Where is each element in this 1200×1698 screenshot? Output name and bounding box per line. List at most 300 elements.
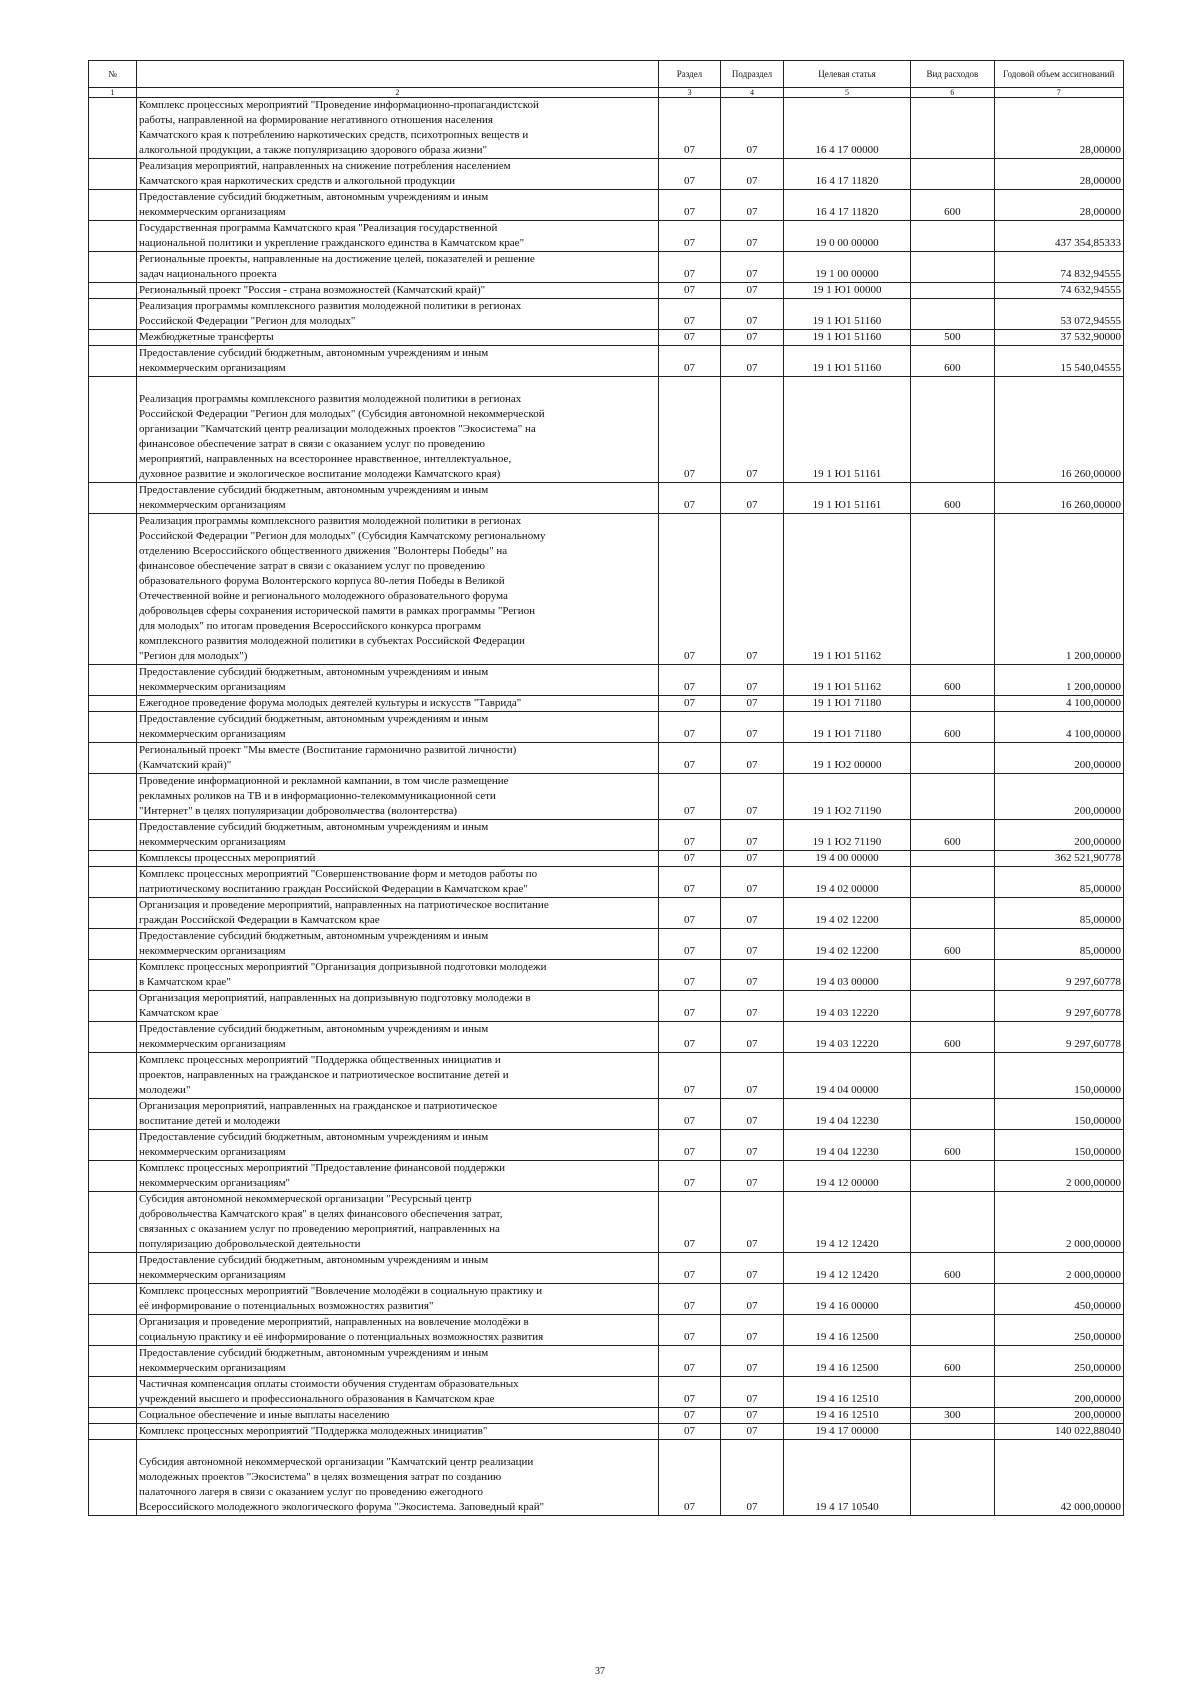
cell-num bbox=[89, 696, 137, 712]
cell-kind bbox=[911, 221, 994, 252]
cell-section: 07 bbox=[658, 1377, 721, 1408]
cell-name: Предоставление субсидий бюджетным, автономным учреждениям и иным некоммерческим организациям bbox=[136, 929, 658, 960]
cell-name: Межбюджетные трансферты bbox=[136, 330, 658, 346]
cell-kind bbox=[911, 283, 994, 299]
cell-num bbox=[89, 1053, 137, 1099]
cell-section: 07 bbox=[658, 1022, 721, 1053]
cell-amount: 16 260,00000 bbox=[994, 483, 1123, 514]
cell-num bbox=[89, 929, 137, 960]
cell-article: 19 4 03 12220 bbox=[783, 1022, 910, 1053]
cell-article: 19 1 Ю1 51160 bbox=[783, 330, 910, 346]
cell-subsection: 07 bbox=[721, 1022, 784, 1053]
cell-section: 07 bbox=[658, 851, 721, 867]
table-header-row bbox=[89, 61, 1124, 88]
cell-kind: 600 bbox=[911, 929, 994, 960]
cell-kind bbox=[911, 696, 994, 712]
cell-section: 07 bbox=[658, 330, 721, 346]
cell-article: 19 4 04 12230 bbox=[783, 1130, 910, 1161]
cell-article: 16 4 17 11820 bbox=[783, 190, 910, 221]
cell-amount: 28,00000 bbox=[994, 190, 1123, 221]
cell-kind bbox=[911, 851, 994, 867]
cell-kind bbox=[911, 1161, 994, 1192]
cell-subsection: 07 bbox=[721, 1315, 784, 1346]
cell-amount: 28,00000 bbox=[994, 98, 1123, 159]
cell-subsection: 07 bbox=[721, 665, 784, 696]
cell-section: 07 bbox=[658, 483, 721, 514]
cell-section: 07 bbox=[658, 1253, 721, 1284]
index-cell: 1 bbox=[89, 88, 137, 98]
cell-article: 16 4 17 00000 bbox=[783, 98, 910, 159]
cell-article: 19 1 Ю1 51160 bbox=[783, 346, 910, 377]
cell-subsection: 07 bbox=[721, 283, 784, 299]
table-row bbox=[89, 483, 1124, 514]
column-index-row bbox=[89, 88, 1124, 98]
cell-section: 07 bbox=[658, 1315, 721, 1346]
cell-subsection: 07 bbox=[721, 1053, 784, 1099]
cell-article: 19 4 16 12510 bbox=[783, 1377, 910, 1408]
table-row bbox=[89, 1161, 1124, 1192]
cell-article: 19 4 16 00000 bbox=[783, 1284, 910, 1315]
cell-section: 07 bbox=[658, 1346, 721, 1377]
cell-name: Региональный проект "Мы вместе (Воспитание гармонично развитой личности) (Камчатский край)" bbox=[136, 743, 658, 774]
cell-amount: 200,00000 bbox=[994, 774, 1123, 820]
cell-amount: 150,00000 bbox=[994, 1130, 1123, 1161]
cell-amount: 150,00000 bbox=[994, 1099, 1123, 1130]
cell-article: 19 4 03 12220 bbox=[783, 991, 910, 1022]
cell-subsection: 07 bbox=[721, 1192, 784, 1253]
cell-num bbox=[89, 98, 137, 159]
cell-amount: 53 072,94555 bbox=[994, 299, 1123, 330]
cell-article: 19 1 Ю1 71180 bbox=[783, 712, 910, 743]
cell-kind bbox=[911, 1315, 994, 1346]
cell-name: Региональные проекты, направленные на достижение целей, показателей и решение задач национального проекта bbox=[136, 252, 658, 283]
cell-section: 07 bbox=[658, 252, 721, 283]
cell-num bbox=[89, 514, 137, 665]
header-name bbox=[136, 61, 658, 88]
cell-num bbox=[89, 1315, 137, 1346]
cell-name: Реализация программы комплексного развития молодежной политики в регионах Российской Федерации "Регион для молодых" (Субсидия автономной некоммерческой организации "Камчатский центр реализации молодежных проектов "Экосистема" на финансовое обеспечение затрат в связи с оказанием услуг по проведению мероприятий, направленных на всестороннее нравственное, интеллектуальное, духовное развитие и экологическое воспитание молодежи Камчатского края) bbox=[136, 377, 658, 483]
cell-kind bbox=[911, 898, 994, 929]
cell-amount: 437 354,85333 bbox=[994, 221, 1123, 252]
cell-subsection: 07 bbox=[721, 929, 784, 960]
cell-section: 07 bbox=[658, 283, 721, 299]
cell-name: Частичная компенсация оплаты стоимости обучения студентам образовательных учреждений высшего и профессионального образования в Камчатском крае bbox=[136, 1377, 658, 1408]
cell-subsection: 07 bbox=[721, 190, 784, 221]
cell-section: 07 bbox=[658, 820, 721, 851]
cell-subsection: 07 bbox=[721, 1440, 784, 1516]
cell-article: 19 4 17 10540 bbox=[783, 1440, 910, 1516]
cell-section: 07 bbox=[658, 1161, 721, 1192]
cell-name: Реализация мероприятий, направленных на снижение потребления населением Камчатского края наркотических средств и алкогольной продукции bbox=[136, 159, 658, 190]
cell-section: 07 bbox=[658, 514, 721, 665]
header-amount: Годовой объем ассигнований bbox=[994, 61, 1123, 88]
cell-num bbox=[89, 1377, 137, 1408]
cell-article: 19 4 04 00000 bbox=[783, 1053, 910, 1099]
cell-kind: 600 bbox=[911, 665, 994, 696]
cell-amount: 74 832,94555 bbox=[994, 252, 1123, 283]
cell-section: 07 bbox=[658, 1053, 721, 1099]
cell-section: 07 bbox=[658, 190, 721, 221]
cell-num bbox=[89, 820, 137, 851]
cell-amount: 1 200,00000 bbox=[994, 665, 1123, 696]
index-cell: 4 bbox=[721, 88, 784, 98]
cell-section: 07 bbox=[658, 712, 721, 743]
cell-amount: 15 540,04555 bbox=[994, 346, 1123, 377]
cell-name: Организация мероприятий, направленных на допризывную подготовку молодежи в Камчатском крае bbox=[136, 991, 658, 1022]
cell-num bbox=[89, 377, 137, 483]
cell-section: 07 bbox=[658, 98, 721, 159]
table-row bbox=[89, 1315, 1124, 1346]
cell-subsection: 07 bbox=[721, 696, 784, 712]
cell-article: 19 4 12 12420 bbox=[783, 1253, 910, 1284]
cell-kind: 600 bbox=[911, 820, 994, 851]
cell-section: 07 bbox=[658, 743, 721, 774]
cell-amount: 85,00000 bbox=[994, 867, 1123, 898]
table-row bbox=[89, 1377, 1124, 1408]
cell-kind: 600 bbox=[911, 712, 994, 743]
cell-name: Организация и проведение мероприятий, направленных на вовлечение молодёжи в социальную практику и её информирование о потенциальных возможностях развития bbox=[136, 1315, 658, 1346]
cell-amount: 9 297,60778 bbox=[994, 1022, 1123, 1053]
table-body bbox=[89, 98, 1124, 1516]
table-row bbox=[89, 1424, 1124, 1440]
cell-subsection: 07 bbox=[721, 1253, 784, 1284]
table-row bbox=[89, 190, 1124, 221]
cell-name: Комплекс процессных мероприятий "Проведение информационно-пропагандистской работы, направленной на формирование негативного отношения населения Камчатского края к потреблению наркотических средств, психотропных веществ и алкогольной продукции, а также популяризацию здорового образа жизни" bbox=[136, 98, 658, 159]
cell-num bbox=[89, 299, 137, 330]
cell-section: 07 bbox=[658, 991, 721, 1022]
cell-subsection: 07 bbox=[721, 514, 784, 665]
cell-name: Комплекс процессных мероприятий "Организация допризывной подготовки молодежи в Камчатском крае" bbox=[136, 960, 658, 991]
cell-subsection: 07 bbox=[721, 1130, 784, 1161]
cell-section: 07 bbox=[658, 1192, 721, 1253]
cell-num bbox=[89, 1346, 137, 1377]
cell-kind bbox=[911, 1440, 994, 1516]
cell-kind: 600 bbox=[911, 483, 994, 514]
cell-subsection: 07 bbox=[721, 1424, 784, 1440]
cell-num bbox=[89, 1192, 137, 1253]
cell-kind bbox=[911, 743, 994, 774]
cell-kind bbox=[911, 299, 994, 330]
table-row bbox=[89, 991, 1124, 1022]
cell-subsection: 07 bbox=[721, 330, 784, 346]
cell-kind: 300 bbox=[911, 1408, 994, 1424]
table-row bbox=[89, 696, 1124, 712]
cell-subsection: 07 bbox=[721, 774, 784, 820]
cell-name: Комплекс процессных мероприятий "Поддержка общественных инициатив и проектов, направленных на гражданское и патриотическое воспитание детей и молодежи" bbox=[136, 1053, 658, 1099]
cell-name: Предоставление субсидий бюджетным, автономным учреждениям и иным некоммерческим организациям bbox=[136, 346, 658, 377]
cell-num bbox=[89, 1424, 137, 1440]
table-row bbox=[89, 299, 1124, 330]
cell-kind: 600 bbox=[911, 1346, 994, 1377]
cell-num bbox=[89, 190, 137, 221]
cell-name: Комплекс процессных мероприятий "Предоставление финансовой поддержки некоммерческим организациям" bbox=[136, 1161, 658, 1192]
cell-name: Реализация программы комплексного развития молодежной политики в регионах Российской Федерации "Регион для молодых" (Субсидия Камчатскому региональному отделению Всероссийского общественного движения "Волонтеры Победы" на финансовое обеспечение затрат в связи с оказанием услуг по проведению образовательного форума Волонтерского корпуса 80-летия Победы в Великой Отечественной войне и регионального молодежного образовательного форума добровольцев сферы сохранения исторической памяти в рамках программы "Регион для молодых" по итогам проведения Всероссийского конкурса программ комплексного развития молодежной политики в субъектах Российской Федерации "Регион для молодых") bbox=[136, 514, 658, 665]
cell-subsection: 07 bbox=[721, 252, 784, 283]
table-row bbox=[89, 1408, 1124, 1424]
index-cell: 7 bbox=[994, 88, 1123, 98]
cell-subsection: 07 bbox=[721, 377, 784, 483]
cell-num bbox=[89, 712, 137, 743]
cell-amount: 362 521,90778 bbox=[994, 851, 1123, 867]
index-cell: 3 bbox=[658, 88, 721, 98]
cell-article: 19 4 02 00000 bbox=[783, 867, 910, 898]
cell-section: 07 bbox=[658, 929, 721, 960]
cell-section: 07 bbox=[658, 377, 721, 483]
cell-article: 19 1 Ю2 71190 bbox=[783, 820, 910, 851]
cell-kind bbox=[911, 1377, 994, 1408]
cell-amount: 9 297,60778 bbox=[994, 991, 1123, 1022]
cell-num bbox=[89, 346, 137, 377]
cell-subsection: 07 bbox=[721, 159, 784, 190]
cell-subsection: 07 bbox=[721, 991, 784, 1022]
cell-name: Комплекс процессных мероприятий "Совершенствование форм и методов работы по патриотическому воспитанию граждан Российской Федерации в Камчатском крае" bbox=[136, 867, 658, 898]
cell-section: 07 bbox=[658, 346, 721, 377]
cell-name: Комплекс процессных мероприятий "Поддержка молодежных инициатив" bbox=[136, 1424, 658, 1440]
cell-article: 19 4 16 12500 bbox=[783, 1346, 910, 1377]
cell-subsection: 07 bbox=[721, 1346, 784, 1377]
cell-article: 19 1 Ю2 71190 bbox=[783, 774, 910, 820]
cell-name: Организация мероприятий, направленных на гражданское и патриотическое воспитание детей и молодежи bbox=[136, 1099, 658, 1130]
table-row bbox=[89, 960, 1124, 991]
cell-kind bbox=[911, 252, 994, 283]
cell-article: 19 4 02 12200 bbox=[783, 898, 910, 929]
table-row bbox=[89, 221, 1124, 252]
table-row bbox=[89, 1022, 1124, 1053]
cell-kind bbox=[911, 514, 994, 665]
header-subsection: Подраздел bbox=[721, 61, 784, 88]
cell-article: 19 1 Ю1 71180 bbox=[783, 696, 910, 712]
table-row bbox=[89, 820, 1124, 851]
budget-table bbox=[88, 60, 1124, 1516]
cell-article: 19 1 Ю1 51160 bbox=[783, 299, 910, 330]
cell-num bbox=[89, 221, 137, 252]
cell-article: 19 4 16 12500 bbox=[783, 1315, 910, 1346]
cell-amount: 2 000,00000 bbox=[994, 1192, 1123, 1253]
cell-amount: 4 100,00000 bbox=[994, 712, 1123, 743]
cell-section: 07 bbox=[658, 774, 721, 820]
cell-article: 19 4 17 00000 bbox=[783, 1424, 910, 1440]
cell-num bbox=[89, 1099, 137, 1130]
cell-subsection: 07 bbox=[721, 1161, 784, 1192]
cell-kind bbox=[911, 1053, 994, 1099]
cell-amount: 85,00000 bbox=[994, 929, 1123, 960]
cell-article: 19 1 Ю1 51161 bbox=[783, 377, 910, 483]
cell-amount: 9 297,60778 bbox=[994, 960, 1123, 991]
cell-amount: 2 000,00000 bbox=[994, 1161, 1123, 1192]
cell-kind bbox=[911, 960, 994, 991]
cell-name: Предоставление субсидий бюджетным, автономным учреждениям и иным некоммерческим организациям bbox=[136, 1346, 658, 1377]
cell-num bbox=[89, 483, 137, 514]
cell-num bbox=[89, 1284, 137, 1315]
cell-amount: 200,00000 bbox=[994, 1408, 1123, 1424]
cell-article: 19 1 Ю1 51162 bbox=[783, 665, 910, 696]
cell-article: 19 4 00 00000 bbox=[783, 851, 910, 867]
table-row bbox=[89, 252, 1124, 283]
cell-subsection: 07 bbox=[721, 743, 784, 774]
cell-name: Социальное обеспечение и иные выплаты населению bbox=[136, 1408, 658, 1424]
cell-name: Организация и проведение мероприятий, направленных на патриотическое воспитание граждан Российской Федерации в Камчатском крае bbox=[136, 898, 658, 929]
cell-section: 07 bbox=[658, 1099, 721, 1130]
cell-num bbox=[89, 252, 137, 283]
cell-kind bbox=[911, 98, 994, 159]
table-row bbox=[89, 514, 1124, 665]
cell-name: Предоставление субсидий бюджетным, автономным учреждениям и иным некоммерческим организациям bbox=[136, 1022, 658, 1053]
cell-amount: 4 100,00000 bbox=[994, 696, 1123, 712]
cell-name: Проведение информационной и рекламной кампании, в том числе размещение рекламных роликов на ТВ и в информационно-телекоммуникационной сети "Интернет" в целях популяризации добровольчества (волонтерства) bbox=[136, 774, 658, 820]
cell-kind bbox=[911, 1099, 994, 1130]
table-row bbox=[89, 851, 1124, 867]
cell-num bbox=[89, 1022, 137, 1053]
cell-kind: 600 bbox=[911, 1022, 994, 1053]
cell-subsection: 07 bbox=[721, 851, 784, 867]
cell-subsection: 07 bbox=[721, 483, 784, 514]
cell-num bbox=[89, 330, 137, 346]
cell-name: Предоставление субсидий бюджетным, автономным учреждениям и иным некоммерческим организациям bbox=[136, 190, 658, 221]
cell-article: 19 1 Ю2 00000 bbox=[783, 743, 910, 774]
cell-kind bbox=[911, 1284, 994, 1315]
cell-num bbox=[89, 1440, 137, 1516]
cell-num bbox=[89, 898, 137, 929]
cell-article: 19 4 03 00000 bbox=[783, 960, 910, 991]
cell-section: 07 bbox=[658, 221, 721, 252]
cell-article: 19 1 00 00000 bbox=[783, 252, 910, 283]
cell-num bbox=[89, 283, 137, 299]
cell-amount: 37 532,90000 bbox=[994, 330, 1123, 346]
cell-subsection: 07 bbox=[721, 960, 784, 991]
cell-kind: 600 bbox=[911, 1253, 994, 1284]
cell-amount: 28,00000 bbox=[994, 159, 1123, 190]
cell-section: 07 bbox=[658, 299, 721, 330]
cell-name: Государственная программа Камчатского края "Реализация государственной национальной политики и укрепление гражданского единства в Камчатском крае" bbox=[136, 221, 658, 252]
cell-kind bbox=[911, 1192, 994, 1253]
cell-section: 07 bbox=[658, 696, 721, 712]
cell-amount: 2 000,00000 bbox=[994, 1253, 1123, 1284]
index-cell: 5 bbox=[783, 88, 910, 98]
cell-kind bbox=[911, 377, 994, 483]
table-row bbox=[89, 1253, 1124, 1284]
cell-kind: 600 bbox=[911, 346, 994, 377]
cell-name: Предоставление субсидий бюджетным, автономным учреждениям и иным некоммерческим организациям bbox=[136, 483, 658, 514]
cell-amount: 200,00000 bbox=[994, 743, 1123, 774]
table-row bbox=[89, 774, 1124, 820]
page-number: 37 bbox=[595, 1666, 605, 1677]
cell-num bbox=[89, 1130, 137, 1161]
table-row bbox=[89, 929, 1124, 960]
cell-amount: 140 022,88040 bbox=[994, 1424, 1123, 1440]
cell-name: Предоставление субсидий бюджетным, автономным учреждениям и иным некоммерческим организациям bbox=[136, 1253, 658, 1284]
cell-kind bbox=[911, 867, 994, 898]
table-row bbox=[89, 377, 1124, 483]
cell-num bbox=[89, 851, 137, 867]
table-row bbox=[89, 330, 1124, 346]
table-row bbox=[89, 1053, 1124, 1099]
cell-article: 19 4 12 00000 bbox=[783, 1161, 910, 1192]
cell-article: 19 4 12 12420 bbox=[783, 1192, 910, 1253]
cell-kind bbox=[911, 159, 994, 190]
cell-num bbox=[89, 867, 137, 898]
cell-section: 07 bbox=[658, 898, 721, 929]
cell-article: 19 0 00 00000 bbox=[783, 221, 910, 252]
cell-subsection: 07 bbox=[721, 221, 784, 252]
cell-article: 19 4 16 12510 bbox=[783, 1408, 910, 1424]
cell-name: Предоставление субсидий бюджетным, автономным учреждениям и иным некоммерческим организациям bbox=[136, 712, 658, 743]
cell-article: 19 1 Ю1 51161 bbox=[783, 483, 910, 514]
cell-kind: 600 bbox=[911, 190, 994, 221]
cell-amount: 450,00000 bbox=[994, 1284, 1123, 1315]
cell-kind bbox=[911, 774, 994, 820]
table-row bbox=[89, 712, 1124, 743]
table-row bbox=[89, 98, 1124, 159]
cell-subsection: 07 bbox=[721, 712, 784, 743]
index-cell: 2 bbox=[136, 88, 658, 98]
cell-num bbox=[89, 743, 137, 774]
cell-subsection: 07 bbox=[721, 346, 784, 377]
cell-section: 07 bbox=[658, 960, 721, 991]
cell-num bbox=[89, 665, 137, 696]
table-row bbox=[89, 743, 1124, 774]
cell-section: 07 bbox=[658, 867, 721, 898]
cell-section: 07 bbox=[658, 1408, 721, 1424]
table-row bbox=[89, 1099, 1124, 1130]
cell-article: 19 1 Ю1 51162 bbox=[783, 514, 910, 665]
cell-num bbox=[89, 1161, 137, 1192]
cell-article: 19 1 Ю1 00000 bbox=[783, 283, 910, 299]
cell-subsection: 07 bbox=[721, 1377, 784, 1408]
cell-section: 07 bbox=[658, 1424, 721, 1440]
header-section: Раздел bbox=[658, 61, 721, 88]
cell-name: Предоставление субсидий бюджетным, автономным учреждениям и иным некоммерческим организациям bbox=[136, 665, 658, 696]
table-row bbox=[89, 1440, 1124, 1516]
cell-kind bbox=[911, 991, 994, 1022]
cell-subsection: 07 bbox=[721, 1099, 784, 1130]
index-cell: 6 bbox=[911, 88, 994, 98]
cell-num bbox=[89, 159, 137, 190]
cell-name: Комплексы процессных мероприятий bbox=[136, 851, 658, 867]
header-num: № bbox=[89, 61, 137, 88]
cell-subsection: 07 bbox=[721, 820, 784, 851]
cell-kind: 500 bbox=[911, 330, 994, 346]
cell-amount: 42 000,00000 bbox=[994, 1440, 1123, 1516]
cell-name: Субсидия автономной некоммерческой организации "Камчатский центр реализации молодежных проектов "Экосистема" в целях возмещения затрат по созданию палаточного лагеря в связи с оказанием услуг по проведению ежегодного Всероссийского молодежного экологического форума "Экосистема. Заповедный край" bbox=[136, 1440, 658, 1516]
cell-subsection: 07 bbox=[721, 1284, 784, 1315]
cell-amount: 1 200,00000 bbox=[994, 514, 1123, 665]
cell-name: Ежегодное проведение форума молодых деятелей культуры и искусств "Таврида" bbox=[136, 696, 658, 712]
cell-amount: 200,00000 bbox=[994, 820, 1123, 851]
table-row bbox=[89, 159, 1124, 190]
header-kind: Вид расходов bbox=[911, 61, 994, 88]
cell-section: 07 bbox=[658, 665, 721, 696]
cell-subsection: 07 bbox=[721, 1408, 784, 1424]
cell-num bbox=[89, 1408, 137, 1424]
cell-kind: 600 bbox=[911, 1130, 994, 1161]
cell-amount: 200,00000 bbox=[994, 1377, 1123, 1408]
cell-subsection: 07 bbox=[721, 98, 784, 159]
cell-name: Региональный проект "Россия - страна возможностей (Камчатский край)" bbox=[136, 283, 658, 299]
cell-name: Предоставление субсидий бюджетным, автономным учреждениям и иным некоммерческим организациям bbox=[136, 1130, 658, 1161]
table-row bbox=[89, 665, 1124, 696]
cell-subsection: 07 bbox=[721, 299, 784, 330]
cell-article: 19 4 04 12230 bbox=[783, 1099, 910, 1130]
cell-num bbox=[89, 991, 137, 1022]
cell-name: Реализация программы комплексного развития молодежной политики в регионах Российской Федерации "Регион для молодых" bbox=[136, 299, 658, 330]
table-row bbox=[89, 1284, 1124, 1315]
header-article: Целевая статья bbox=[783, 61, 910, 88]
cell-num bbox=[89, 1253, 137, 1284]
cell-article: 19 4 02 12200 bbox=[783, 929, 910, 960]
cell-section: 07 bbox=[658, 1130, 721, 1161]
cell-amount: 85,00000 bbox=[994, 898, 1123, 929]
table-row bbox=[89, 1192, 1124, 1253]
